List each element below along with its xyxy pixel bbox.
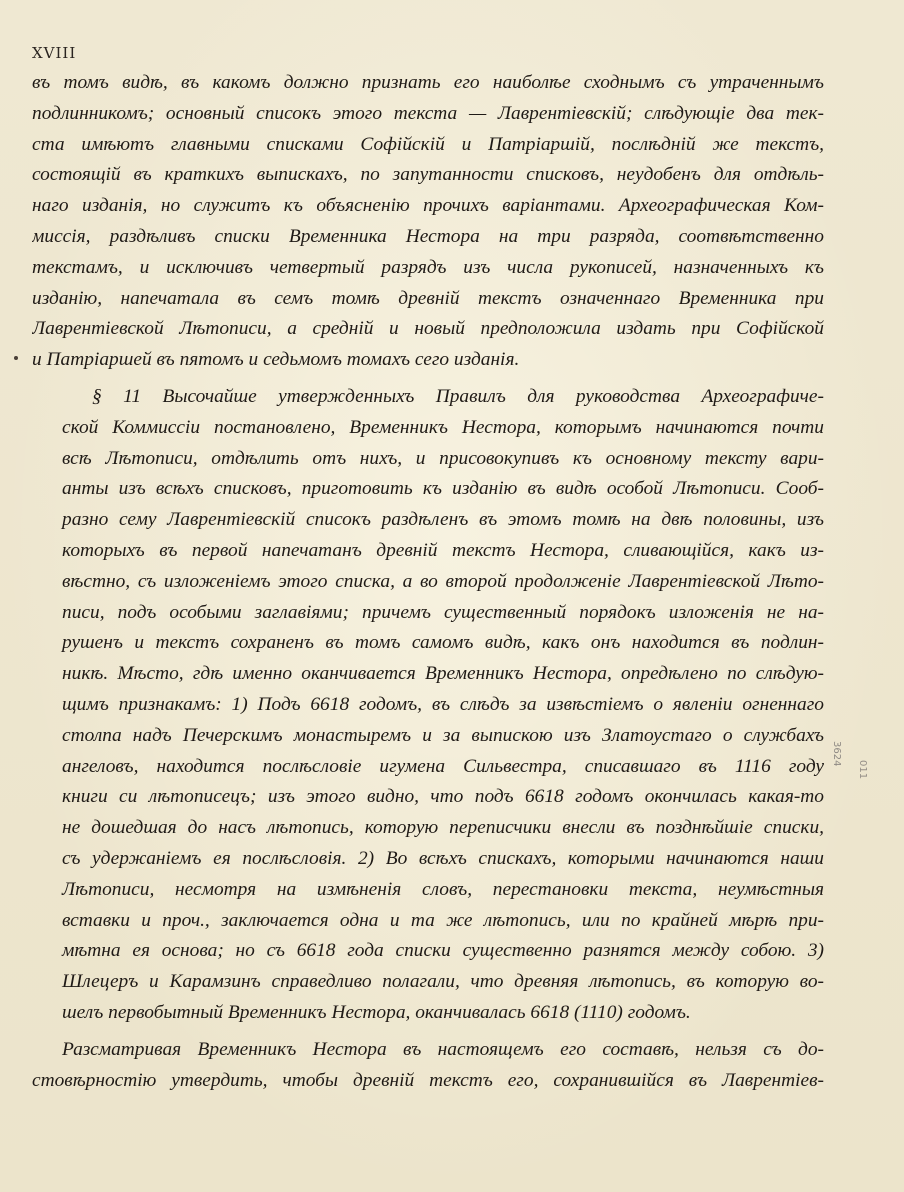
text-line: миссія, раздѣливъ списки Временника Нестора на три разряда, соотвѣтственно	[32, 225, 824, 247]
paragraph-3	[32, 1035, 824, 1097]
text-line: не дошедшая до насъ лѣтопись, которую переписчики внесли въ позднѣйшіе списки,	[62, 817, 824, 839]
page-number: XVIII	[32, 44, 77, 62]
text-line: никѣ. Мѣсто, гдѣ именно оканчивается Временникъ Нестора, опредѣлено по слѣдую-	[62, 663, 824, 685]
text-line: въ томъ видѣ, въ какомъ должно признать его наиболѣе сходнымъ съ утраченнымъ	[32, 72, 824, 93]
text-line: Разсматривая Временникъ Нестора въ настоящемъ его составѣ, нельзя съ до-	[62, 1038, 824, 1060]
paragraph-2	[32, 382, 824, 1029]
text-line: изданію, напечатала въ семъ томѣ древній текстъ означеннаго Временника при	[32, 287, 824, 309]
text-line: всѣ Лѣтописи, отдѣлить отъ нихъ, и присовокупивъ къ основному тексту вари-	[62, 447, 824, 469]
text-line: съ удержаніемъ ея послѣсловія. 2) Во всѣхъ спискахъ, которыми начинаются наши	[62, 847, 824, 869]
text-line: подлинникомъ; основный списокъ этого текста — Лаврентіевскій; слѣдующіе два тек-	[32, 102, 824, 124]
text-line: текстамъ, и исключивъ четвертый разрядъ изъ числа рукописей, назначенныхъ къ	[32, 256, 824, 278]
text-line: Шлецеръ и Карамзинъ справедливо полагали, что древняя лѣтопись, въ которую во-	[62, 971, 824, 993]
text-line: анты изъ всѣхъ списковъ, приготовить къ изданію въ видѣ особой Лѣтописи. Сооб-	[62, 478, 824, 500]
text-line: мѣтна ея основа; но съ 6618 года списки существенно разнятся между собою. 3)	[62, 940, 824, 962]
text-line: § 11 Высочайше утвержденныхъ Правилъ для руководства Археографиче-	[92, 385, 824, 407]
body-text	[32, 68, 824, 1096]
text-line: вставки и проч., заключается одна и та же лѣтопись, или по крайней мѣрѣ при-	[62, 909, 824, 931]
text-line: состоящій въ краткихъ выпискахъ, по запутанности списковъ, неудобенъ для отдѣль-	[32, 164, 824, 186]
paragraph-1	[32, 68, 824, 376]
text-line: вѣстно, съ изложеніемъ этого списка, а во второй продолженіе Лаврентіевской Лѣто-	[62, 570, 824, 592]
text-line: шелъ первобытный Временникъ Нестора, оканчивалась 6618 (1110) годомъ.	[62, 1001, 691, 1023]
text-line: Лаврентіевской Лѣтописи, а средній и новый предположила издать при Софійской	[32, 318, 824, 340]
text-line: рушенъ и текстъ сохраненъ въ томъ самомъ видѣ, какъ онъ находится въ подлин-	[62, 632, 824, 654]
text-line: щимъ признакамъ: 1) Подъ 6618 годомъ, въ слѣдъ за извѣстіемъ о явленіи огненнаго	[62, 693, 824, 715]
text-line: ста имѣютъ главными списками Софійскій и Патріаршій, послѣдній же текстъ,	[32, 133, 824, 155]
margin-pencil-note: 3624	[831, 741, 842, 767]
text-line: ангеловъ, находится послѣсловіе игумена Сильвестра, списавшаго въ 1116 году	[62, 755, 824, 777]
text-line: Лѣтописи, несмотря на измѣненія словъ, перестановки текста, неумѣстныя	[62, 878, 824, 900]
text-line: разно сему Лаврентіевскій списокъ раздѣленъ въ этомъ томѣ на двѣ половины, изъ	[62, 509, 824, 531]
text-line: которыхъ въ первой напечатанъ древній текстъ Нестора, сливающійся, какъ из-	[62, 539, 824, 561]
ink-speck	[14, 356, 18, 360]
text-line: и Патріаршей въ пятомъ и седьмомъ томахъ сего изданія.	[32, 349, 520, 371]
text-line: стовѣрностію утвердить, чтобы древній текстъ его, сохранившійся въ Лаврентіев-	[32, 1069, 824, 1091]
text-line: столпа надъ Печерскимъ монастыремъ и за выпискою изъ Златоустаго о службахъ	[62, 724, 824, 746]
margin-pencil-note: 011	[857, 760, 868, 780]
text-line: ской Коммиссіи постановлено, Временникъ Нестора, которымъ начинаются почти	[62, 416, 824, 438]
text-line: наго изданія, но служитъ къ объясненію прочихъ варіантами. Археографическая Ком-	[32, 195, 824, 217]
text-line: книги си лѣтописецъ; изъ этого видно, что подъ 6618 годомъ окончилась какая-то	[62, 786, 824, 808]
text-line: писи, подъ особыми заглавіями; причемъ существенный порядокъ изложенія не на-	[62, 601, 824, 623]
